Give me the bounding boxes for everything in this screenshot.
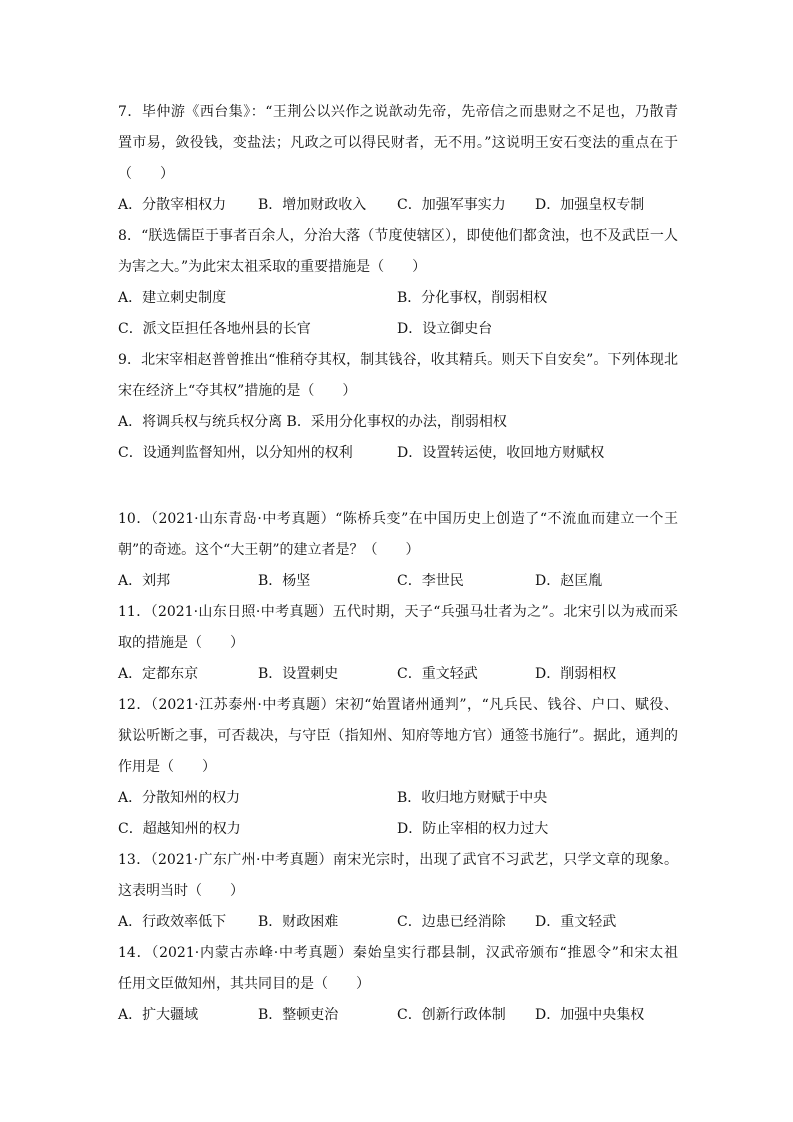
options-row [118, 438, 678, 469]
question-stem-line: 11．（2021·山东日照·中考真题）五代时期，天子“兵强马壮者为之”。北宋引以为戒而采 [118, 604, 678, 620]
question-stem-line: 作用是（ ） [118, 759, 216, 775]
answer-option: C．创新行政体制 [397, 1007, 506, 1023]
answer-option: B．整顿吏治 [258, 1007, 339, 1023]
options-row [118, 783, 678, 814]
answer-option: C．设通判监督知州，以分知州的权利 [118, 445, 353, 461]
options-row [118, 1000, 678, 1031]
answer-option: A．刘邦 [118, 573, 171, 589]
question-stem-line: 10．（2021·山东青岛·中考真题）“陈桥兵变”在中国历史上创造了“不流血而建立一个王 [118, 511, 678, 527]
answer-option: C．超越知州的权力 [118, 821, 241, 837]
question-stem-line: 为害之大。”为此宋太祖采取的重要措施是（ ） [118, 259, 427, 275]
question-stem-line: 置市易，敛役钱，变盐法；凡政之可以得民财者，无不用。”这说明王安石变法的重点在于 [118, 135, 678, 151]
question-stem-line: 宋在经济上“夺其权”措施的是（ ） [118, 383, 357, 399]
answer-option: A．将调兵权与统兵权分离 B．采用分化事权的办法，削弱相权 [118, 414, 507, 430]
question-stem-line: 这表明当时（ ） [118, 883, 244, 899]
answer-option: C．边患已经消除 [397, 914, 506, 930]
document-page [118, 97, 678, 1031]
answer-option: C．李世民 [397, 573, 464, 589]
answer-option: D．削弱相权 [535, 666, 617, 682]
answer-option: B．分化事权，削弱相权 [397, 290, 548, 306]
question-stem-line: 13．（2021·广东广州·中考真题）南宋光宗时，出现了武官不习武艺，只学文章的现象。 [118, 852, 678, 868]
answer-option: B．财政困难 [258, 914, 339, 930]
question-11 [118, 597, 678, 690]
answer-option: A．建立刺史制度 [118, 290, 227, 306]
options-row [118, 907, 678, 938]
question-7 [118, 97, 678, 221]
answer-option: D．防止宰相的权力过大 [397, 821, 549, 837]
question-stem-line: 8．“朕选儒臣于事者百余人，分治大落（节度使辖区），即使他们都贪浊，也不及武臣一人 [118, 228, 678, 244]
answer-option: B．设置刺史 [258, 666, 339, 682]
answer-option: A．分散宰相权力 [118, 197, 227, 213]
question-stem-line: 任用文臣做知州，其共同目的是（ ） [118, 976, 370, 992]
question-10 [118, 504, 678, 597]
question-stem-line: 9．北宋宰相赵普曾推出“惟稍夺其权，制其钱谷，收其精兵。则天下自安矣”。下列体现北 [118, 352, 678, 368]
question-stem-line: 14．（2021·内蒙古赤峰·中考真题）秦始皇实行郡县制，汉武帝颁布“推恩令”和宋太祖 [118, 945, 678, 961]
answer-option: A．分散知州的权力 [118, 790, 241, 806]
answer-option: B．增加财政收入 [258, 197, 367, 213]
options-row [118, 407, 678, 438]
answer-option: D．加强皇权专制 [535, 197, 645, 213]
question-14 [118, 938, 678, 1031]
answer-option: B．收归地方财赋于中央 [397, 790, 548, 806]
answer-option: D．设立御史台 [397, 321, 493, 337]
question-stem-line: 12．（2021·江苏泰州·中考真题）宋初“始置诸州通判”，“凡兵民、钱谷、户口、赋役、 [118, 697, 678, 713]
answer-option: A．行政效率低下 [118, 914, 227, 930]
question-8 [118, 221, 678, 345]
question-9 [118, 345, 678, 469]
answer-option: C．派文臣担任各地州县的长官 [118, 321, 311, 337]
options-row [118, 283, 678, 314]
answer-option: D．加强中央集权 [535, 1007, 645, 1023]
options-row [118, 814, 678, 845]
options-row [118, 190, 678, 221]
question-stem-line: 取的措施是（ ） [118, 635, 244, 651]
answer-option: B．杨坚 [258, 573, 311, 589]
spacer [118, 469, 678, 504]
answer-option: D．设置转运使，收回地方财赋权 [397, 445, 605, 461]
question-stem-line: 狱讼听断之事，可否裁决，与守臣（指知州、知府等地方官）通签书施行”。据此，通判的 [118, 728, 678, 744]
question-stem-line: 7．毕仲游《西台集》：“王荆公以兴作之说歆动先帝，先帝信之而患财之不足也，乃散青 [118, 104, 678, 120]
answer-option: D．重文轻武 [535, 914, 617, 930]
options-row [118, 314, 678, 345]
answer-option: C．重文轻武 [397, 666, 478, 682]
question-12 [118, 690, 678, 845]
answer-option: A．定都东京 [118, 666, 199, 682]
options-row [118, 566, 678, 597]
answer-option: A．扩大疆域 [118, 1007, 199, 1023]
question-13 [118, 845, 678, 938]
answer-option: C．加强军事实力 [397, 197, 506, 213]
question-stem-line: （ ） [118, 166, 174, 182]
options-row [118, 659, 678, 690]
question-stem-line: 朝”的奇迹。这个“大王朝”的建立者是？（ ） [118, 542, 420, 558]
answer-option: D．赵匡胤 [535, 573, 603, 589]
